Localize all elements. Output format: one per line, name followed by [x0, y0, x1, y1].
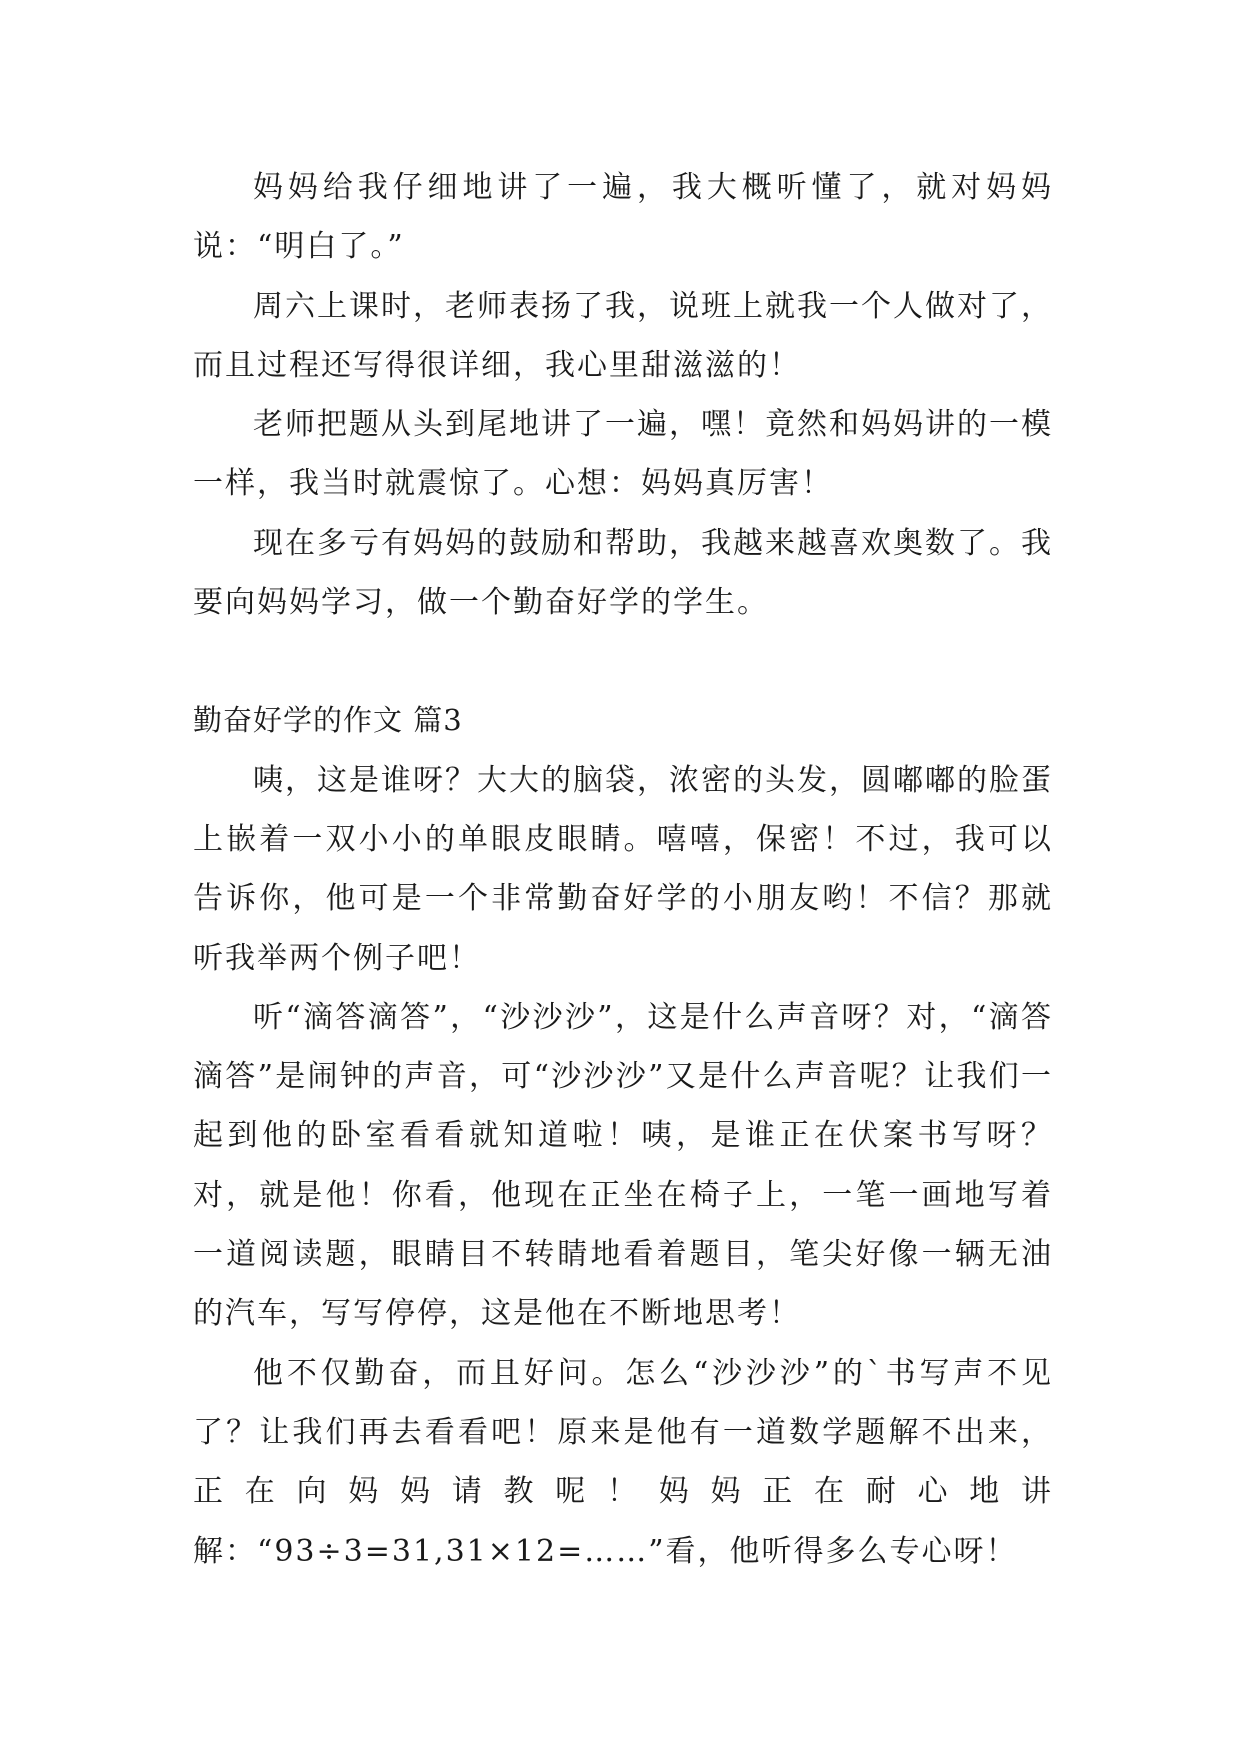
paragraph-conclusion: 现在多亏有妈妈的鼓励和帮助，我越来越喜欢奥数了。我要向妈妈学习，做一个勤奋好学的学生。	[193, 525, 1053, 621]
paragraph-intro: 咦，这是谁呀？大大的脑袋，浓密的头发，圆嘟嘟的脸蛋上嵌着一双小小的单眼皮眼睛。嘻嘻，保密！不过，我可以告诉你，他可是一个非常勤奋好学的小朋友哟！不信？那就听我举两个例子吧！	[193, 762, 1053, 976]
paragraph-explanation: 妈妈给我仔细地讲了一遍，我大概听懂了，就对妈妈说：“明白了。”	[193, 170, 1053, 265]
paragraph-asking: 他不仅勤奋，而且好问。怎么“沙沙沙”的`书写声不见了？让我们再去看看吧！原来是他有一道数学题解不出来，正在向妈妈请教呢！妈妈正在耐心地讲解：“93÷3=31,31×12=……”看，他听得多么专心呀！	[193, 1355, 1053, 1569]
paragraph-teacher: 老师把题从头到尾地讲了一遍，嘿！竟然和妈妈讲的一模一样，我当时就震惊了。心想：妈妈真厉害！	[193, 407, 1053, 502]
document-body	[193, 158, 1053, 1581]
paragraph-writing: 听“滴答滴答”，“沙沙沙”，这是什么声音呀？对，“滴答滴答”是闹钟的声音，可“沙沙沙”又是什么声音呢？让我们一起到他的卧室看看就知道啦！咦，是谁正在伏案书写呀？对，就是他！你看，他现在正坐在椅子上，一笔一画地写着一道阅读题，眼睛目不转睛地看着题目，笔尖好像一辆无油的汽车，写写停停，这是他在不断地思考！	[193, 999, 1053, 1332]
section-heading: 勤奋好学的作文 篇3	[193, 703, 463, 738]
paragraph-praise: 周六上课时，老师表扬了我，说班上就我一个人做对了，而且过程还写得很详细，我心里甜滋滋的！	[193, 288, 1053, 383]
